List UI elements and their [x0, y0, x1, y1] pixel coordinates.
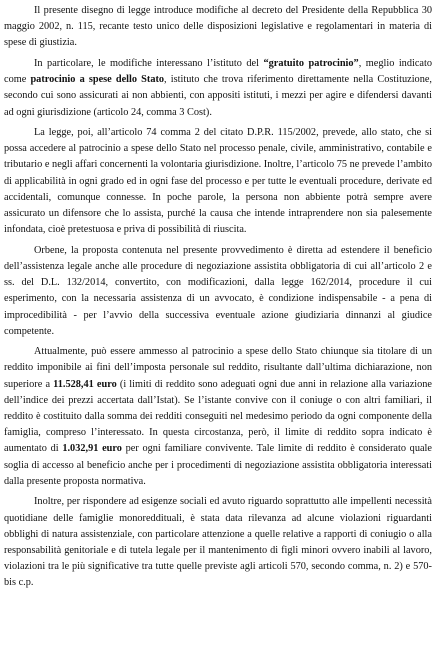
text-segment: Inoltre, per rispondere ad esigenze sociali ed avuto riguardo soprattutto alle impellenti necessità quotidiane delle famiglie monoreddituali, è stata data rilevanza ad alcune violazioni riguardanti obblighi di natura assistenziale, con particolare attenzione a quelle relative a rapporti di coniugio o alla responsabilità genitoriale e di tutela legale per il mantenimento di figli minori ovvero inabili al lavoro, violazioni tra le più significative tra tutte quelle previste agli articoli 570, secondo comma, n. 2) e 570-bis c.p.	[4, 496, 432, 589]
text-segment: Il presente disegno di legge introduce modifiche al decreto del Presidente della Repubblica 30 maggio 2002, n. 115, recante testo unico delle disposizioni legislative e regolamentari in materia di spese di giustizia.	[4, 5, 432, 49]
bold-amount-family-increase: 1.032,91 euro	[62, 443, 122, 455]
text-segment: (i limiti di reddito sono adeguati ogni due anni in relazione alla variazione dell’indice dei prezzi accertata dall’Istat). Se l’istante convive con il coniuge o con altri familiari, il reddito è costituito dalla somma dei redditi conseguiti nel medesimo periodo da ogni componente della famiglia, compreso l’interessato. In questa circostanza, però, il limite di reddito sopra indicato è aumentato di	[4, 378, 433, 455]
paragraph-articolo-74	[4, 125, 432, 238]
text-segment: , istituto che trova riferimento direttamente nella Costituzione, secondo cui sono assicurati ai non abbienti, con appositi istituti, i mezzi per agire e difendersi davanti ad ogni giurisdizione (articolo 24, comma 3 Cost).	[4, 74, 432, 118]
paragraph-gratuito-patrocinio	[4, 56, 432, 121]
text-segment: Attualmente, può essere ammesso al patrocinio a spese dello Stato chiunque sia titolare di un reddito imponibile ai fini dell’imposta personale sul reddito, risultante dall’ultima dichiarazione, non superiore a	[4, 346, 432, 390]
text-segment: , meglio indicato come	[4, 57, 432, 86]
paragraph-proposta	[4, 243, 432, 340]
bold-term-patrocinio-stato: patrocinio a spese dello Stato	[30, 74, 165, 86]
text-segment: In particolare, le modifiche interessano l’istituto del	[34, 57, 264, 69]
paragraph-esigenze-sociali	[4, 494, 432, 591]
paragraph-intro	[4, 3, 432, 52]
text-segment: per ogni familiare convivente. Tale limite di reddito è considerato quale soglia di accesso al beneficio anche per i procedimenti di negoziazione assistita obbligatoria interessati dalla presente proposta normativa.	[4, 443, 432, 487]
text-segment: La legge, poi, all’articolo 74 comma 2 del citato D.P.R. 115/2002, prevede, allo stato, che si possa accedere al patrocinio a spese dello Stato nel processo penale, civile, amministrativo, contabile e tributario e negli affari concernenti la volontaria giurisdizione. Inoltre, l’articolo 75 ne prevede l’ambito di applicabilità in ogni grado ed in ogni fase del processo e per tutte le eventuali procedure, derivate ed accidentali, comunque connesse. In poche parole, la persona non abbiente potrà sempre avere assicurato un difensore che lo assista, purché la causa che intende intraprendere non sia palesemente infondata, cioè pretestuosa e priva di possibilità di riuscita.	[4, 127, 432, 236]
bold-term-gratuito-patrocinio: “gratuito patrocinio”	[263, 57, 359, 69]
text-segment: Orbene, la proposta contenuta nel presente provvedimento è diretta ad estendere il beneficio dell’assistenza legale anche alle procedure di negoziazione assistita obbligatoria di cui all’articolo 2 e ss. del D.L. 132/2014, convertito, con modificazioni, dalla legge 162/2014, procedure il cui esperimento, con la necessaria assistenza di un avvocato, è condizione indispensabile - a pena di improcedibilità - per l’avvio della successiva eventuale azione giudiziaria dinnanzi al giudice competente.	[4, 244, 432, 337]
paragraph-reddito	[4, 344, 432, 490]
bold-amount-income-limit: 11.528,41 euro	[53, 378, 117, 390]
